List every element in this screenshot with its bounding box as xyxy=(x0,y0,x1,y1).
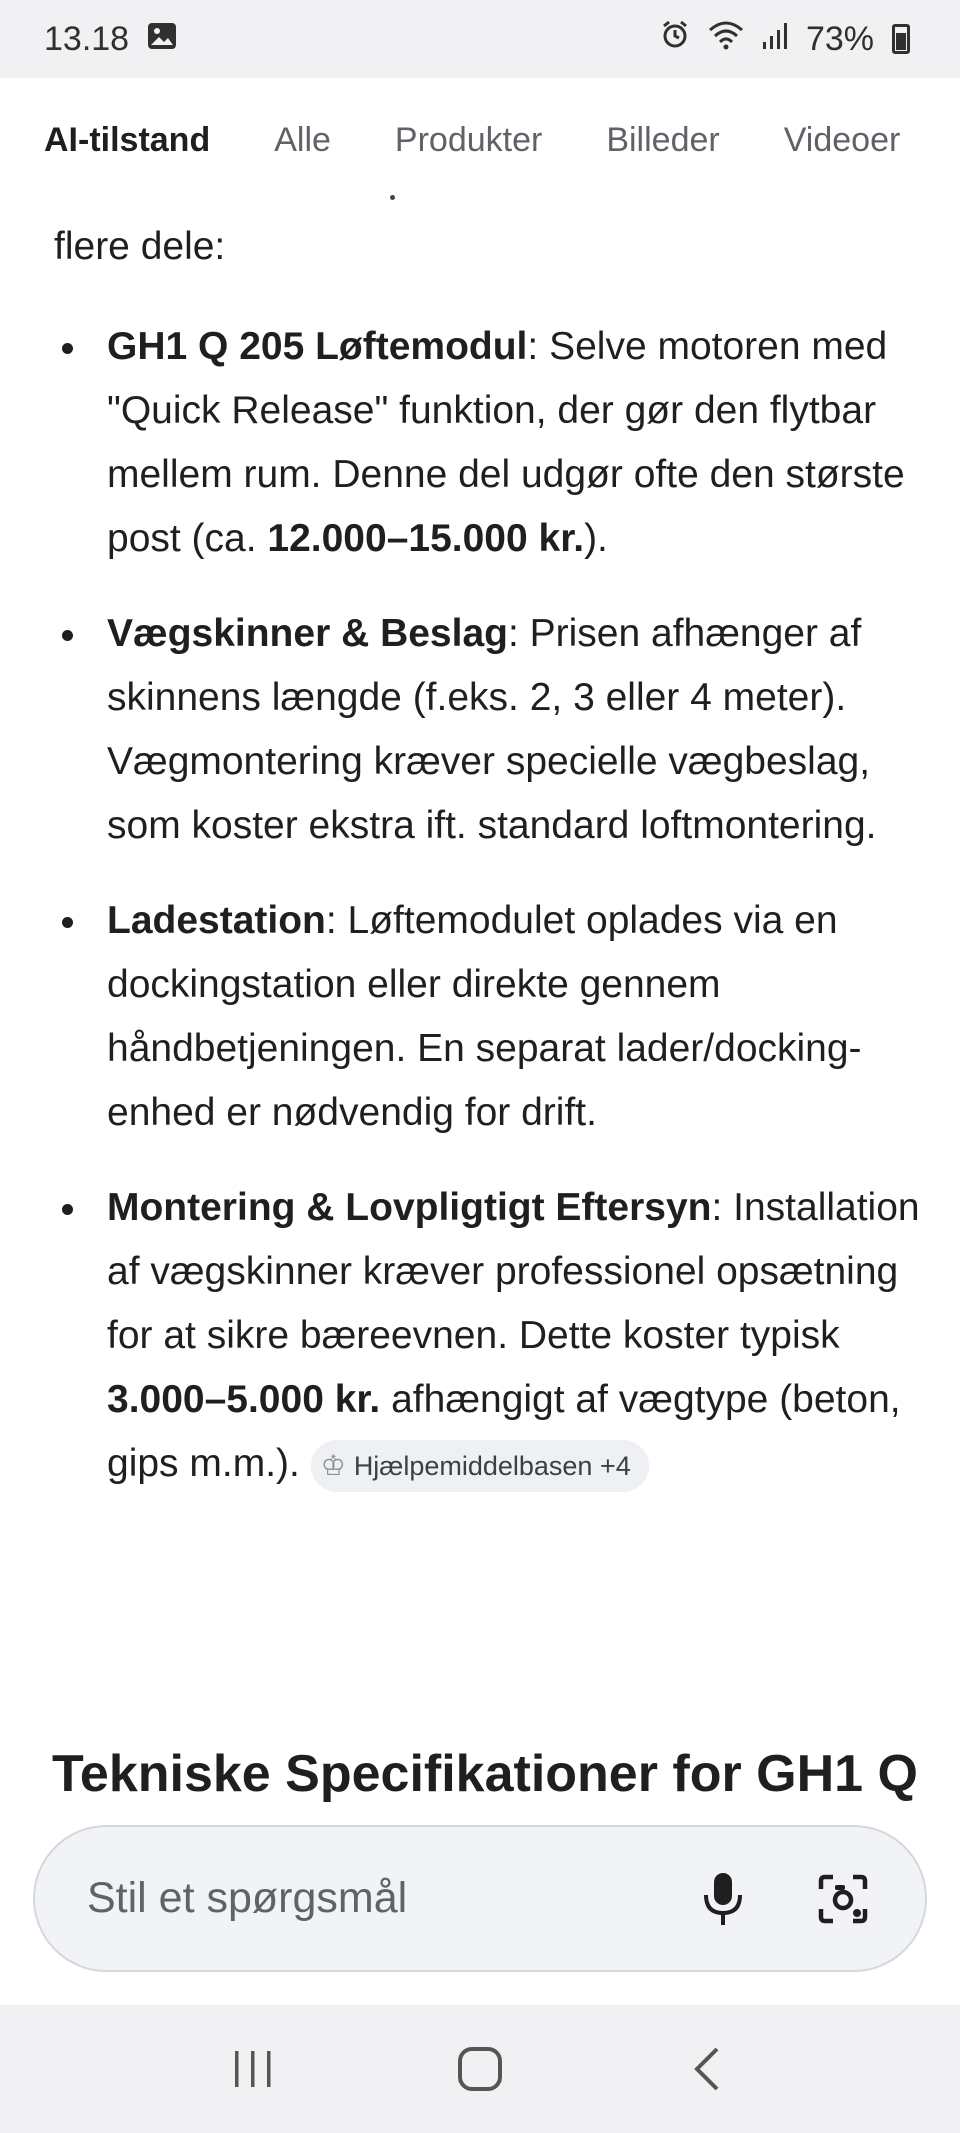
item-price: 12.000–15.000 kr. xyxy=(267,517,585,560)
status-left xyxy=(44,20,177,59)
search-tabs xyxy=(0,78,960,203)
item-text: : Løftemodulet oplades via en dockingstation eller direkte gennem håndbetjeningen. En separat lader/docking-enhed er nødvendig for drift. xyxy=(107,899,862,1134)
tab-images[interactable]: Billeder xyxy=(606,121,720,159)
source-chip-label: Hjælpemiddelbasen +4 xyxy=(353,1450,631,1481)
list-item xyxy=(0,1176,960,1496)
item-tail: ). xyxy=(584,517,608,560)
item-title: Montering & Lovpligtigt Eftersyn xyxy=(107,1186,712,1229)
image-icon xyxy=(147,20,177,59)
battery-icon xyxy=(892,24,910,54)
item-title: GH1 Q 205 Løftemodul xyxy=(107,325,528,368)
list-item xyxy=(0,602,960,858)
camera-search-icon[interactable] xyxy=(813,1869,873,1929)
item-text: : Prisen afhænger af skinnens længde (f.eks. 2, 3 eller 4 meter). Vægmontering kræver specielle vægbeslag, som koster ekstra ift. standard loftmontering. xyxy=(107,612,877,847)
ask-input[interactable] xyxy=(87,1874,693,1923)
source-chip[interactable] xyxy=(311,1440,649,1492)
tab-products[interactable]: Produkter xyxy=(394,121,543,159)
crown-icon: ♔ xyxy=(320,1449,346,1481)
item-title: Ladestation xyxy=(107,899,326,942)
status-time: 13.18 xyxy=(44,19,130,58)
tab-all[interactable]: Alle xyxy=(274,121,331,159)
tab-videos[interactable]: Videoer xyxy=(783,121,901,159)
next-section-heading xyxy=(52,1745,952,1803)
item-text: : Installation af vægskinner kræver professionel opsætning for at sikre bæreevnen. Dette koster typisk xyxy=(107,1186,920,1357)
signal-icon xyxy=(762,20,788,59)
list-item xyxy=(0,889,960,1145)
status-bar xyxy=(0,0,960,78)
list-item xyxy=(0,315,960,571)
status-right xyxy=(660,20,910,59)
home-icon[interactable] xyxy=(440,2029,520,2109)
item-tail: afhængigt af vægtype (beton, gips m.m.). xyxy=(107,1378,901,1485)
item-title: Vægskinner & Beslag xyxy=(107,612,508,655)
wifi-icon xyxy=(708,20,744,59)
lead-text: flere dele: xyxy=(54,225,226,268)
back-icon[interactable] xyxy=(667,2029,747,2109)
scroll-dot xyxy=(390,195,395,200)
recent-apps-icon[interactable] xyxy=(213,2029,293,2109)
next-section-heading-text: Tekniske Specifikationer for GH1 Q xyxy=(52,1745,918,1803)
item-text: : Selve motoren med "Quick Release" funktion, der gør den flytbar mellem rum. Denne del udgør ofte den største post (ca. xyxy=(107,325,905,560)
component-list xyxy=(0,315,960,1496)
ai-answer xyxy=(0,215,960,1527)
alarm-icon xyxy=(660,20,690,59)
tab-ai-mode[interactable]: AI-tilstand xyxy=(44,121,211,159)
mic-icon[interactable] xyxy=(693,1869,753,1929)
battery-percent: 73% xyxy=(805,19,874,58)
ask-bar xyxy=(33,1825,927,1972)
item-price: 3.000–5.000 kr. xyxy=(107,1378,381,1421)
android-nav-bar xyxy=(0,2005,960,2133)
